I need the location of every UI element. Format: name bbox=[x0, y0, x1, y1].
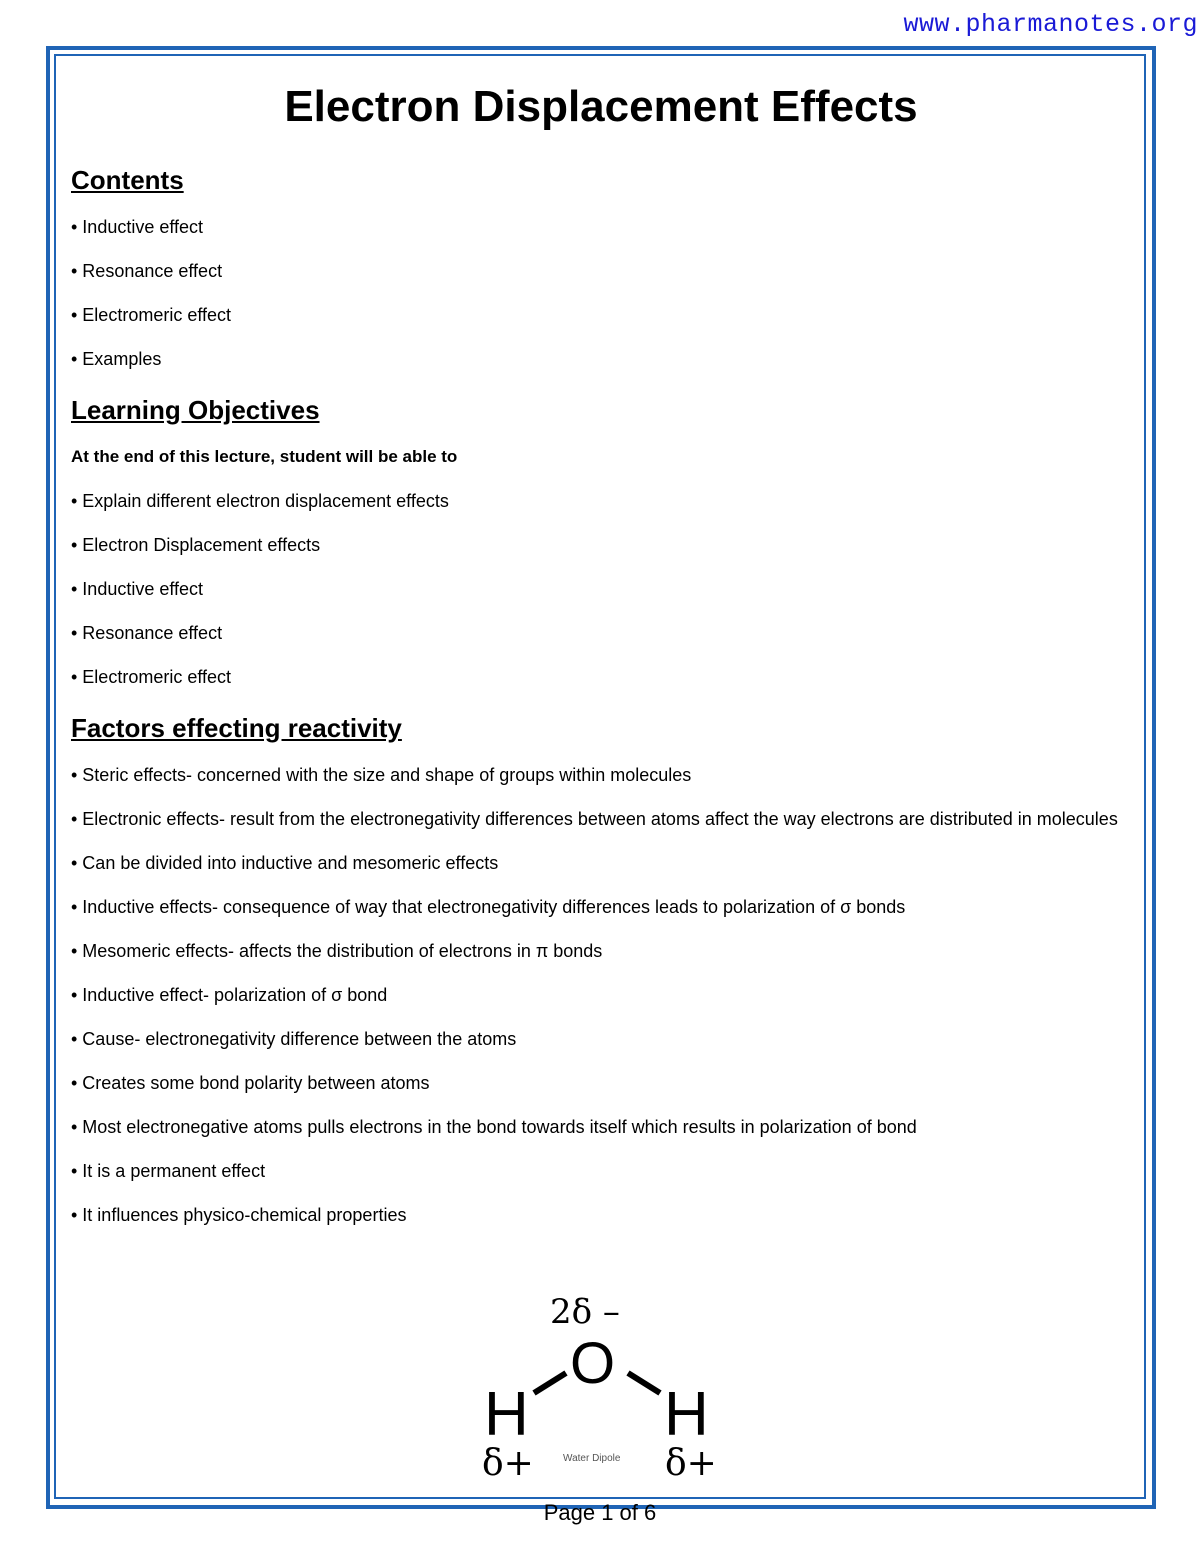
factors-heading: Factors effecting reactivity bbox=[71, 713, 402, 743]
factor-item: • Creates some bond polarity between atoms bbox=[71, 1073, 430, 1093]
factor-item: • Cause- electronegativity difference between the atoms bbox=[71, 1029, 517, 1049]
contents-item: • Examples bbox=[71, 349, 162, 369]
page-number: Page 1 of 6 bbox=[543, 1500, 657, 1525]
objective-item: • Electromeric effect bbox=[71, 667, 232, 687]
objective-item: • Electron Displacement effects bbox=[71, 535, 321, 555]
objective-item: • Resonance effect bbox=[71, 623, 223, 643]
hydrogen-right-label: H bbox=[664, 1380, 709, 1449]
hydrogen-left-label: H bbox=[484, 1380, 529, 1449]
contents-item: • Inductive effect bbox=[71, 217, 204, 237]
contents-heading: Contents bbox=[71, 165, 184, 195]
objectives-intro: At the end of this lecture, student will be able to bbox=[71, 447, 458, 466]
factor-item: • It is a permanent effect bbox=[71, 1161, 266, 1181]
objectives-heading: Learning Objectives bbox=[71, 395, 320, 425]
factor-item: • Electronic effects- result from the electronegativity differences between atoms affect the way electrons are distributed in molecules bbox=[71, 809, 1118, 829]
water-dipole-figure bbox=[470, 1285, 730, 1485]
factor-item: • Mesomeric effects- affects the distribution of electrons in π bonds bbox=[71, 941, 603, 961]
figure-caption: Water Dipole bbox=[563, 1453, 621, 1464]
factor-item: • Most electronegative atoms pulls electrons in the bond towards itself which results in polarization of bond bbox=[71, 1117, 917, 1137]
oxygen-charge-label: 2δ – bbox=[550, 1292, 620, 1332]
contents-item: • Resonance effect bbox=[71, 261, 223, 281]
hydrogen-right-charge: δ+ bbox=[665, 1443, 717, 1484]
hydrogen-left-charge: δ+ bbox=[482, 1443, 534, 1484]
contents-item: • Electromeric effect bbox=[71, 305, 232, 325]
oxygen-atom-label: O bbox=[570, 1331, 616, 1396]
bond-right bbox=[628, 1373, 660, 1393]
factor-item: • Inductive effects- consequence of way that electronegativity differences leads to polarization of σ bonds bbox=[71, 897, 906, 917]
watermark-url: www.pharmanotes.org bbox=[903, 10, 1198, 39]
page-content bbox=[71, 76, 1131, 1229]
bond-left bbox=[534, 1373, 566, 1393]
page-title: Electron Displacement Effects bbox=[284, 82, 918, 131]
factor-item: • Inductive effect- polarization of σ bond bbox=[71, 985, 388, 1005]
factor-item: • It influences physico-chemical properties bbox=[71, 1205, 407, 1225]
objective-item: • Inductive effect bbox=[71, 579, 204, 599]
factor-item: • Can be divided into inductive and mesomeric effects bbox=[71, 853, 499, 873]
objective-item: • Explain different electron displacement effects bbox=[71, 491, 449, 511]
factor-item: • Steric effects- concerned with the size and shape of groups within molecules bbox=[71, 765, 692, 785]
